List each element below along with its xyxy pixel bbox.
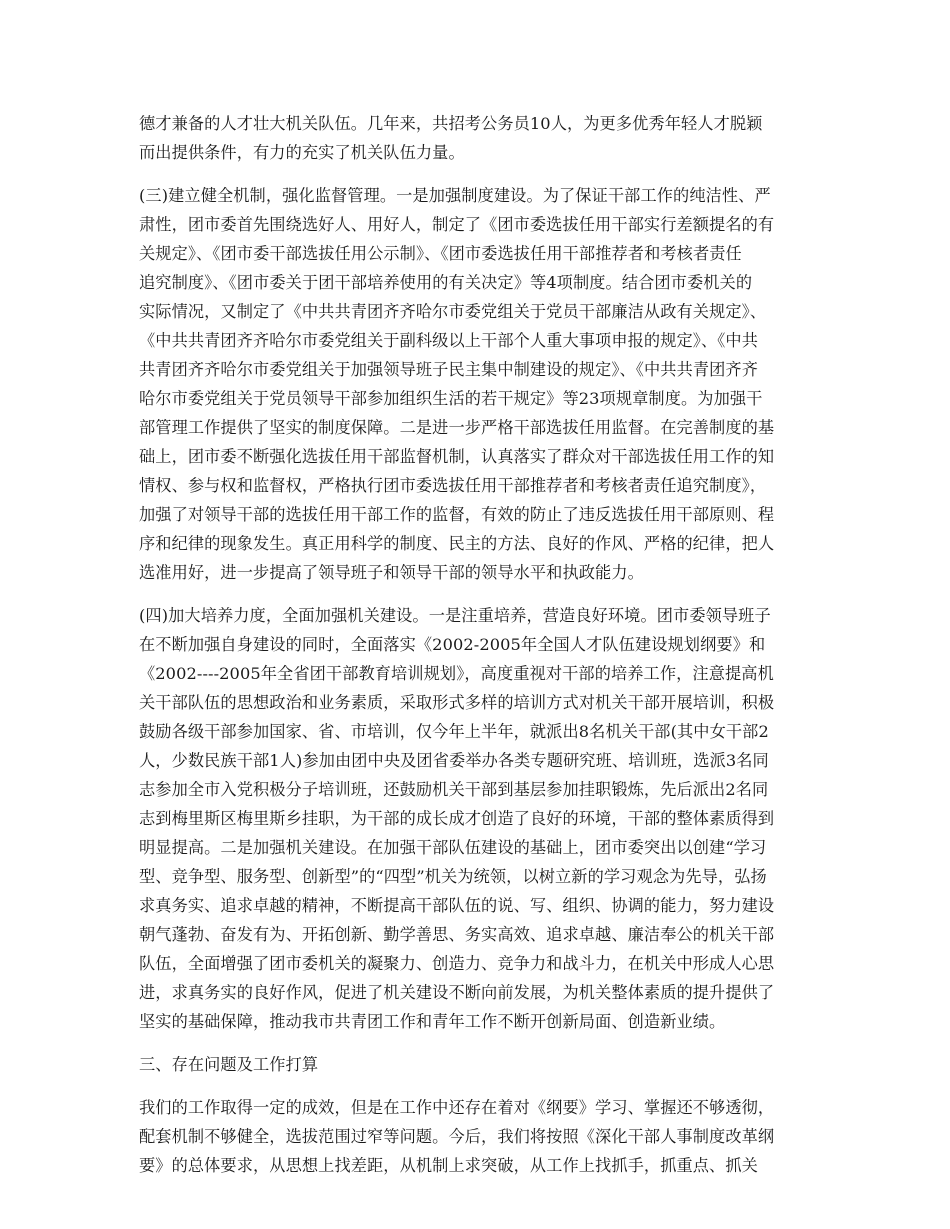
text-line: 坚实的基础保障，推动我市共青团工作和青年工作不断开创新局面、创造新业绩。 — [139, 1012, 726, 1031]
text-line: 朝气蓬勃、奋发有为、开拓创新、勤学善思、务实高效、追求卓越、廉洁奉公的机关干部 — [139, 925, 775, 944]
text-line: 情权、参与权和监督权，严格执行团市委选拔任用干部推荐者和考核者责任追究制度》， — [139, 476, 767, 495]
text-line: 部管理工作提供了坚实的制度保障。二是进一步严格干部选拔任用监督。在完善制度的基 — [139, 418, 775, 437]
paragraph-section-4 — [139, 601, 811, 1036]
text-line: 共青团齐齐哈尔市委党组关于加强领导班子民主集中制建设的规定》、《中共共青团齐齐 — [139, 360, 759, 379]
text-line: 《中共共青团齐齐哈尔市委党组关于副科级以上干部个人重大事项申报的规定》、《中共 — [139, 331, 759, 350]
text-line: 要》的总体要求，从思想上找差距，从机制上求突破，从工作上找抓手，抓重点、抓关 — [139, 1156, 758, 1175]
text-line: 哈尔市委党组关于党员领导干部参加组织生活的若干规定》等23项规章制度。为加强干 — [139, 389, 763, 408]
text-line: 德才兼备的人才壮大机关队伍。几年来，共招考公务员10人，为更多优秀年轻人才脱颖 — [139, 114, 763, 133]
text-line: 志参加全市入党积极分子培训班，还鼓励机关干部到基层参加挂职锻炼，先后派出2名同 — [139, 780, 769, 799]
text-line: 型、竞争型、服务型、创新型”的“四型”机关为统领，以树立新的学习观念为先导，弘扬 — [139, 867, 767, 886]
heading-text: 三、存在问题及工作打算 — [139, 1055, 319, 1074]
text-line: 序和纪律的现象发生。真正用科学的制度、民主的方法、良好的作风、严格的纪律，把人 — [139, 534, 775, 553]
text-line: 关规定》、《团市委干部选拔任用公示制》、《团市委选拔任用干部推荐者和考核者责任 — [139, 244, 742, 263]
text-line: 关干部队伍的思想政治和业务素质，采取形式多样的培训方式对机关干部开展培训，积极 — [139, 693, 775, 712]
text-line: (四)加大培养力度，全面加强机关建设。一是注重培养，营造良好环境。团市委领导班子 — [139, 606, 771, 625]
text-line: 肃性，团市委首先围绕选好人、用好人，制定了《团市委选拔任用干部实行差额提名的有 — [139, 215, 775, 234]
section-heading-issues-plans — [139, 1050, 811, 1079]
text-line: 明显提高。二是加强机关建设。在加强干部队伍建设的基础上，团市委突出以创建“学习 — [139, 838, 767, 857]
text-line: 而出提供条件，有力的充实了机关队伍力量。 — [139, 143, 465, 162]
text-line: 志到梅里斯区梅里斯乡挂职，为干部的成长成才创造了良好的环境，干部的整体素质得到 — [139, 809, 775, 828]
text-line: 我们的工作取得一定的成效，但是在工作中还存在着对《纲要》学习、掌握还不够透彻， — [139, 1098, 775, 1117]
text-line: 求真务实、追求卓越的精神，不断提高干部队伍的说、写、组织、协调的能力，努力建设 — [139, 896, 775, 915]
text-line: 队伍，全面增强了团市委机关的凝聚力、创造力、竞争力和战斗力，在机关中形成人心思 — [139, 954, 775, 973]
text-line: 在不断加强自身建设的同时，全面落实《2002-2005年全国人才队伍建设规划纲要》和 — [139, 635, 766, 654]
text-line: 实际情况，又制定了《中共共青团齐齐哈尔市委党组关于党员干部廉洁从政有关规定》、 — [139, 302, 767, 321]
paragraph-recruitment — [139, 109, 811, 167]
text-line: 进，求真务实的良好作风，促进了机关建设不断向前发展，为机关整体素质的提升提供了 — [139, 983, 775, 1002]
text-line: 追究制度》、《团市委关于团干部培养使用的有关决定》等4项制度。结合团市委机关的 — [139, 273, 753, 292]
text-line: 配套机制不够健全，选拔范围过窄等问题。今后，我们将按照《深化干部人事制度改革纲 — [139, 1127, 775, 1146]
text-line: (三)建立健全机制，强化监督管理。一是加强制度建设。为了保证干部工作的纯洁性、严 — [139, 186, 771, 205]
text-line: 人，少数民族干部1人)参加由团中央及团省委举办各类专题研究班、培训班，选派3名同 — [139, 751, 769, 770]
document-body — [139, 109, 811, 1194]
text-line: 础上，团市委不断强化选拔任用干部监督机制，认真落实了群众对干部选拔任用工作的知 — [139, 447, 775, 466]
paragraph-section-3 — [139, 181, 811, 587]
text-line: 选准用好，进一步提高了领导班子和领导干部的领导水平和执政能力。 — [139, 563, 644, 582]
text-line: 鼓励各级干部参加国家、省、市培训，仅今年上半年，就派出8名机关干部(其中女干部2 — [139, 722, 769, 741]
text-line: 加强了对领导干部的选拔任用干部工作的监督，有效的防止了违反选拔任用干部原则、程 — [139, 505, 775, 524]
text-line: 《2002----2005年全省团干部教育培训规划》，高度重视对干部的培养工作，注意提高机 — [139, 664, 774, 683]
paragraph-issues — [139, 1093, 811, 1180]
